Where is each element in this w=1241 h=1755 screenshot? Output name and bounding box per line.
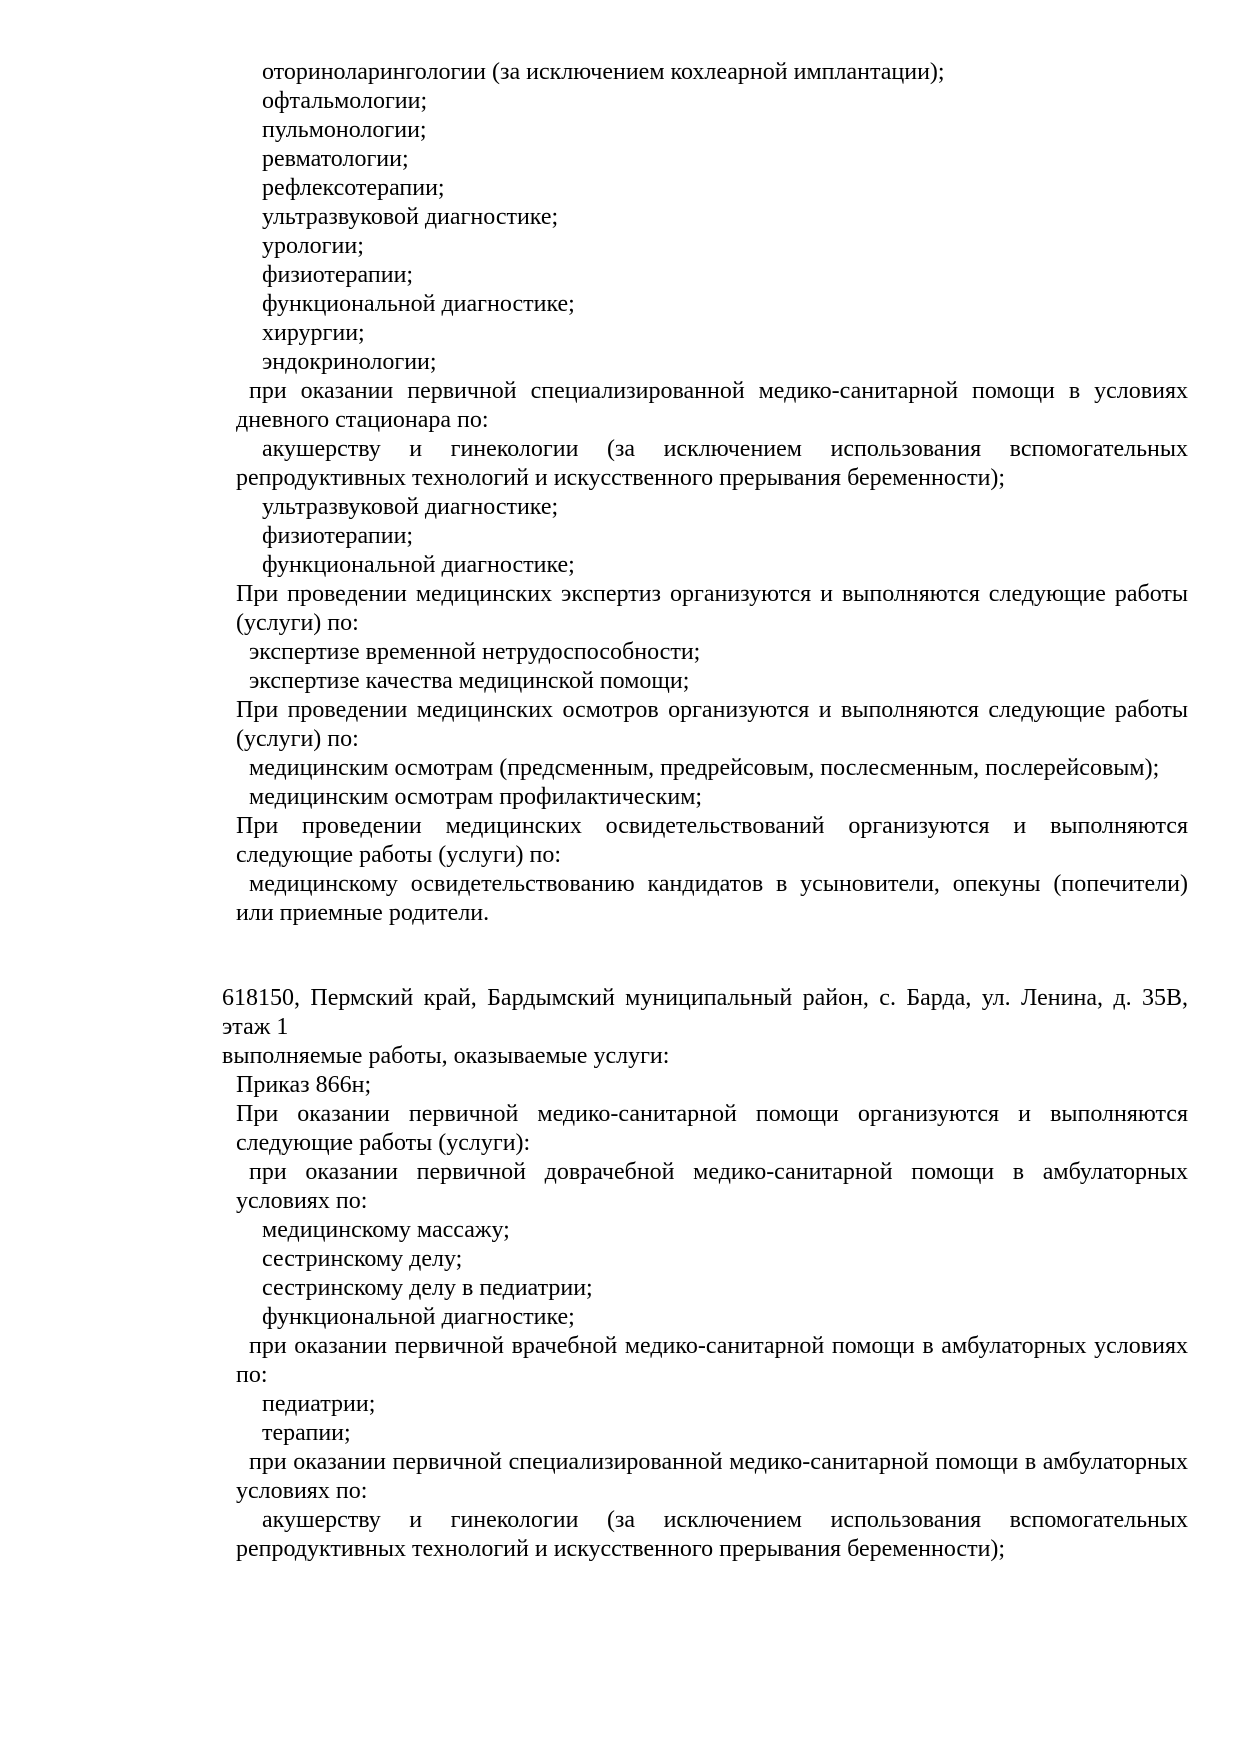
list-item: ревматологии; bbox=[262, 146, 409, 172]
list-item: офтальмологии; bbox=[262, 88, 428, 114]
certification-heading: При проведении медицинских освидетельствований организуются и выполняются следующие работы (услуги) по: bbox=[236, 813, 1188, 868]
order-line: Приказ 866н; bbox=[236, 1072, 372, 1098]
list-item: терапии; bbox=[262, 1420, 351, 1446]
list-item: пульмонологии; bbox=[262, 117, 427, 143]
prevrach-heading: при оказании первичной доврачебной медико-санитарной помощи в амбулаторных условиях по: bbox=[236, 1159, 1188, 1214]
list-item: хирургии; bbox=[262, 320, 365, 346]
section-1 bbox=[236, 58, 1188, 928]
list-item: урологии; bbox=[262, 233, 364, 259]
list-item: оториноларингологии (за исключением кохлеарной имплантации); bbox=[262, 59, 945, 85]
list-item: ультразвуковой диагностике; bbox=[262, 204, 559, 230]
list-item: медицинскому массажу; bbox=[262, 1217, 510, 1243]
list-item: рефлексотерапии; bbox=[262, 175, 445, 201]
list-item: медицинским осмотрам (предсменным, предрейсовым, послесменным, послерейсовым); bbox=[249, 755, 1160, 781]
services-label: выполняемые работы, оказываемые услуги: bbox=[222, 1043, 670, 1069]
list-item: медицинским осмотрам профилактическим; bbox=[249, 784, 703, 810]
spec-heading: при оказании первичной специализированной медико-санитарной помощи в амбулаторных условиях по: bbox=[236, 1449, 1188, 1504]
list-item: ультразвуковой диагностике; bbox=[262, 494, 559, 520]
services-list bbox=[222, 1071, 1188, 1564]
list-item: акушерству и гинекологии (за исключением использования вспомогательных репродуктивных технологий и искусственного прерывания беременности); bbox=[236, 1507, 1188, 1562]
primary-heading: При оказании первичной медико-санитарной помощи организуются и выполняются следующие работы (услуги): bbox=[236, 1101, 1188, 1156]
list-item: эндокринологии; bbox=[262, 349, 437, 375]
exams-heading: При проведении медицинских осмотров организуются и выполняются следующие работы (услуги) по: bbox=[236, 697, 1188, 752]
list-item: функциональной диагностике; bbox=[262, 552, 575, 578]
list-item: физиотерапии; bbox=[262, 262, 414, 288]
list-item: физиотерапии; bbox=[262, 523, 414, 549]
list-item: педиатрии; bbox=[262, 1391, 376, 1417]
list-item: сестринскому делу; bbox=[262, 1246, 463, 1272]
list-item: сестринскому делу в педиатрии; bbox=[262, 1275, 593, 1301]
list-item: функциональной диагностике; bbox=[262, 291, 575, 317]
list-item: медицинскому освидетельствованию кандидатов в усыновители, опекуны (попечители) или приемные родители. bbox=[236, 871, 1188, 926]
list-item: акушерству и гинекологии (за исключением использования вспомогательных репродуктивных технологий и искусственного прерывания беременности); bbox=[236, 436, 1188, 491]
vrach-heading: при оказании первичной врачебной медико-санитарной помощи в амбулаторных условиях по: bbox=[236, 1333, 1188, 1388]
day-hospital-heading: при оказании первичной специализированной медико-санитарной помощи в условиях дневного стационара по: bbox=[236, 378, 1188, 433]
expertise-heading: При проведении медицинских экспертиз организуются и выполняются следующие работы (услуги) по: bbox=[236, 581, 1188, 636]
list-item: функциональной диагностике; bbox=[262, 1304, 575, 1330]
address: 618150, Пермский край, Бардымский муниципальный район, с. Барда, ул. Ленина, д. 35В, этаж 1 bbox=[222, 985, 1188, 1040]
section-2 bbox=[222, 984, 1188, 1564]
list-item: экспертизе качества медицинской помощи; bbox=[249, 668, 690, 694]
list-item: экспертизе временной нетрудоспособности; bbox=[249, 639, 701, 665]
